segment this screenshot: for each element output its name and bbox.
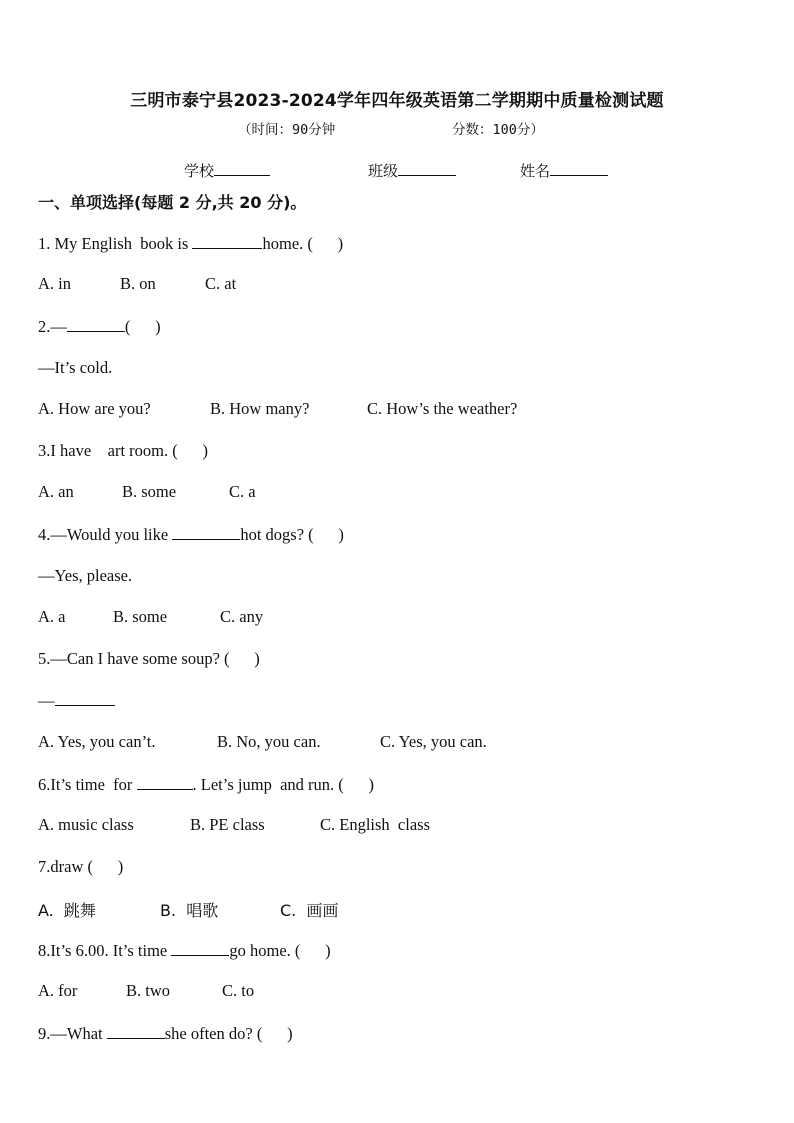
section-title: 一、单项选择(每题 2 分,共 20 分)。 <box>38 193 307 212</box>
question-3-option-a: A. an <box>38 482 74 501</box>
exam-title: 三明市泰宁县2023-2024学年四年级英语第二学期期中质量检测试题 <box>130 91 664 111</box>
question-1 <box>38 233 343 254</box>
exam-score: 分数：100分） <box>452 122 544 138</box>
question-5-reply <box>38 690 115 711</box>
question-4-option-a: A. a <box>38 607 66 626</box>
question-9-text-b: she often do? ( ) <box>164 1024 293 1043</box>
question-6-option-c: C. English class <box>320 815 430 834</box>
question-5-option-a: A. Yes, you can’t. <box>38 732 156 751</box>
question-9 <box>38 1023 293 1044</box>
question-9-text-a: 9.—What <box>38 1024 107 1043</box>
school-label: 学校 <box>184 162 215 180</box>
question-6-text-a: 6.It’s time for <box>38 775 137 794</box>
question-4-option-b: B. some <box>113 607 168 626</box>
question-5-option-b: B. No, you can. <box>217 732 321 751</box>
name-field <box>520 160 608 181</box>
question-1-text-a: 1. My English book is <box>38 234 193 253</box>
question-4-text-b: hot dogs? ( ) <box>240 525 344 544</box>
question-2-reply: —It’s cold. <box>38 358 113 377</box>
school-field <box>184 160 270 181</box>
question-6-text-b: . Let’s jump and run. ( ) <box>192 775 374 794</box>
question-6 <box>38 774 374 795</box>
question-2-option-c: C. How’s the weather? <box>367 399 518 418</box>
question-1-option-c: C. at <box>205 274 237 293</box>
question-6-option-a: A. music class <box>38 815 134 834</box>
question-2 <box>38 316 161 337</box>
name-blank <box>550 161 608 176</box>
school-blank <box>214 161 270 176</box>
name-label: 姓名 <box>520 162 551 180</box>
question-5-reply-dash: — <box>38 691 55 710</box>
question-4 <box>38 524 344 545</box>
question-3-option-b: B. some <box>122 482 177 501</box>
class-field <box>368 160 456 181</box>
question-8 <box>38 940 331 961</box>
question-2-option-b: B. How many? <box>210 399 310 418</box>
question-3: 3.I have art room. ( ) <box>38 441 208 460</box>
question-8-option-a: A. for <box>38 981 78 1000</box>
question-7: 7.draw ( ) <box>38 857 124 876</box>
question-3-option-c: C. a <box>229 482 256 501</box>
question-8-blank <box>171 940 229 956</box>
question-2-blank <box>67 316 125 332</box>
class-label: 班级 <box>368 162 399 180</box>
question-1-option-b: B. on <box>120 274 156 293</box>
question-1-blank <box>192 233 262 249</box>
question-7-option-c: C. 画画 <box>280 901 339 920</box>
question-7-option-a: A. 跳舞 <box>38 901 96 920</box>
question-6-option-b: B. PE class <box>190 815 265 834</box>
question-8-option-b: B. two <box>126 981 171 1000</box>
question-2-option-a: A. How are you? <box>38 399 151 418</box>
class-blank <box>398 161 456 176</box>
exam-time: （时间：90分钟 <box>238 122 336 138</box>
question-4-option-c: C. any <box>220 607 264 626</box>
question-1-text-b: home. ( ) <box>262 234 344 253</box>
question-7-option-b: B. 唱歌 <box>160 901 219 920</box>
question-8-option-c: C. to <box>222 981 255 1000</box>
question-2-text-b: ( ) <box>124 317 161 336</box>
question-4-reply: —Yes, please. <box>38 566 133 585</box>
question-4-text-a: 4.—Would you like <box>38 525 173 544</box>
question-8-text-a: 8.It’s 6.00. It’s time <box>38 941 172 960</box>
question-8-text-b: go home. ( ) <box>229 941 331 960</box>
question-6-blank <box>137 774 193 790</box>
question-1-option-a: A. in <box>38 274 71 293</box>
question-9-blank <box>107 1023 165 1039</box>
question-4-blank <box>172 524 240 540</box>
question-2-text-a: 2.— <box>38 317 67 336</box>
question-5-option-c: C. Yes, you can. <box>380 732 487 751</box>
question-5-blank <box>55 690 115 706</box>
question-5: 5.—Can I have some soup? ( ) <box>38 649 260 668</box>
